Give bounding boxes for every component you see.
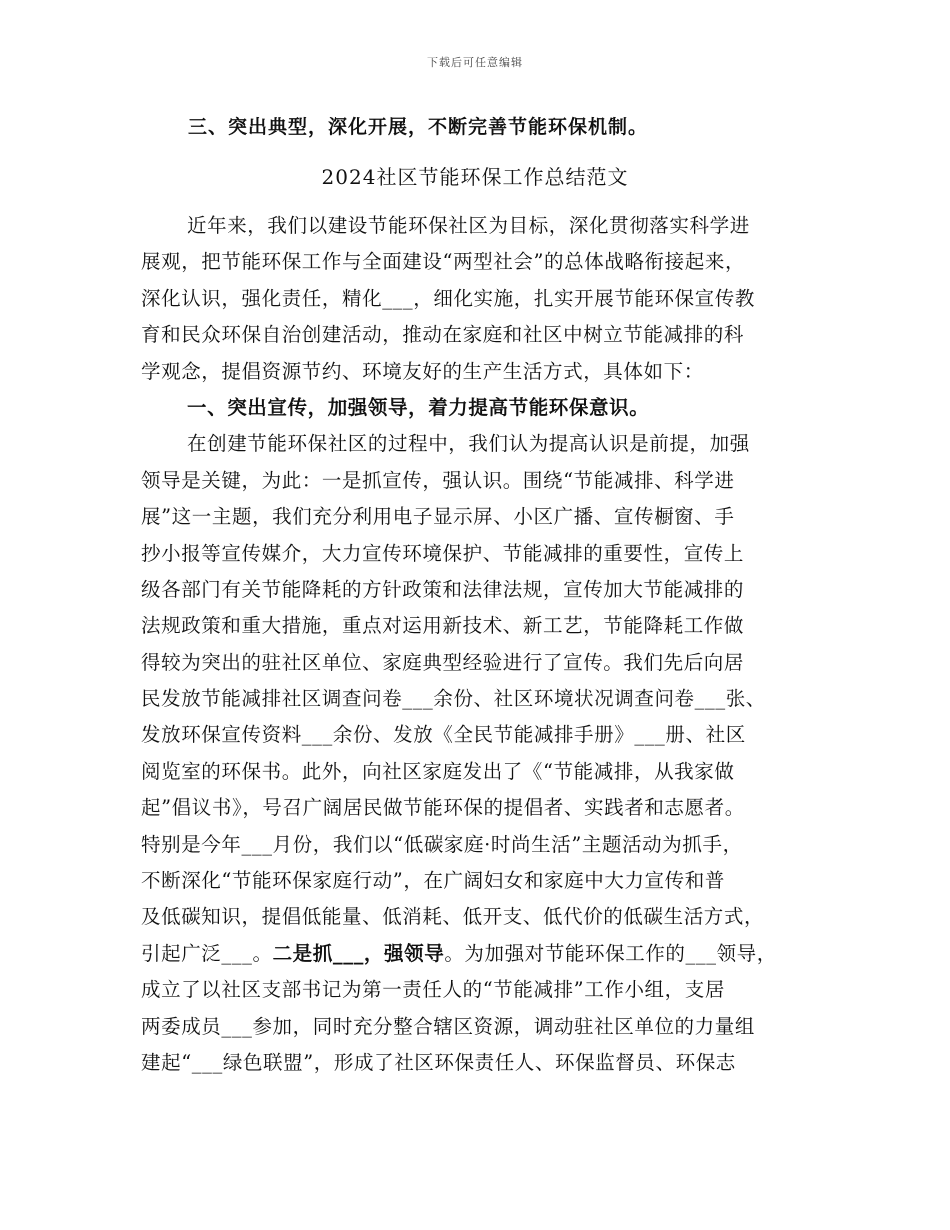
paragraph-line: 近年来，我们以建设节能环保社区为目标，深化贯彻落实科学进 xyxy=(187,214,750,237)
document-title: 2024社区节能环保工作总结范文 xyxy=(321,165,629,189)
paragraph-line: 展观，把节能环保工作与全面建设“两型社会”的总体战略衔接起来， xyxy=(141,250,746,274)
paragraph-line: 育和民众环保自治创建活动，推动在家庭和社区中树立节能减排的科 xyxy=(141,323,745,347)
text-segment: 。为加强对节能环保工作的___领导， xyxy=(444,941,777,965)
paragraph-line: 特别是今年___月份，我们以“低碳家庭·时尚生活”主题活动为抓手， xyxy=(141,832,743,856)
paragraph-line: 级各部门有关节能降耗的方针政策和法律法规，宣传加大节能减排的 xyxy=(141,577,745,601)
paragraph-line: 领导是关键，为此：一是抓宣传，强认识。围绕“节能减排、科学进 xyxy=(141,468,735,492)
paragraph-line: 展”这一主题，我们充分利用电子显示屏、小区广播、宣传橱窗、手 xyxy=(141,505,735,529)
inline-bold-heading: 二是抓___，强领导 xyxy=(272,941,445,965)
section-heading-three: 三、突出典型，深化开展，不断完善节能环保机制。 xyxy=(188,116,649,138)
paragraph-line: 建起“___绿色联盟”，形成了社区环保责任人、环保监督员、环保志 xyxy=(141,1050,736,1074)
paragraph-line: 法规政策和重大措施，重点对运用新技术、新工艺，节能降耗工作做 xyxy=(141,614,745,638)
paragraph-line: 及低碳知识，提倡低能量、低消耗、低开支、低代价的低碳生活方式， xyxy=(141,905,765,929)
paragraph-line: 不断深化“节能环保家庭行动”，在广阔妇女和家庭中大力宣传和普 xyxy=(141,869,725,893)
body-text xyxy=(141,208,821,1081)
paragraph-line: 学观念，提倡资源节约、环境友好的生产生活方式，具体如下： xyxy=(141,359,704,383)
paragraph-line: 得较为突出的驻社区单位、家庭典型经验进行了宣传。我们先后向居 xyxy=(141,650,745,674)
paragraph-line: 成立了以社区支部书记为第一责任人的“节能减排”工作小组，支居 xyxy=(141,978,725,1002)
paragraph-line: 抄小报等宣传媒介，大力宣传环境保护、节能减排的重要性，宣传上 xyxy=(141,541,745,565)
paragraph-line: 两委成员___参加，同时充分整合辖区资源，调动驻社区单位的力量组 xyxy=(141,1014,755,1038)
paragraph-line: 民发放节能减排社区调查问卷___余份、社区环境状况调查问卷___张、 xyxy=(141,687,766,711)
text-segment: 引起广泛___。 xyxy=(141,941,273,965)
paragraph-line: 阅览室的环保书。此外，向社区家庭发出了《“节能减排，从我家做 xyxy=(141,759,735,783)
paragraph-line-mixed xyxy=(141,936,821,972)
paragraph-line: 深化认识，强化责任，精化___，细化实施，扎实开展节能环保宣传教 xyxy=(141,286,755,310)
paragraph-line: 在创建节能环保社区的过程中，我们认为提高认识是前提，加强 xyxy=(187,432,750,456)
paragraph-line: 起”倡议书》，号召广阔居民做节能环保的提倡者、实践者和志愿者。 xyxy=(141,796,745,820)
paragraph-line: 发放环保宣传资料___余份、发放《全民节能减排手册》___册、社区 xyxy=(141,723,746,747)
section-heading-one: 一、突出宣传，加强领导，着力提高节能环保意识。 xyxy=(187,395,650,419)
header-note: 下载后可任意编辑 xyxy=(427,56,523,69)
